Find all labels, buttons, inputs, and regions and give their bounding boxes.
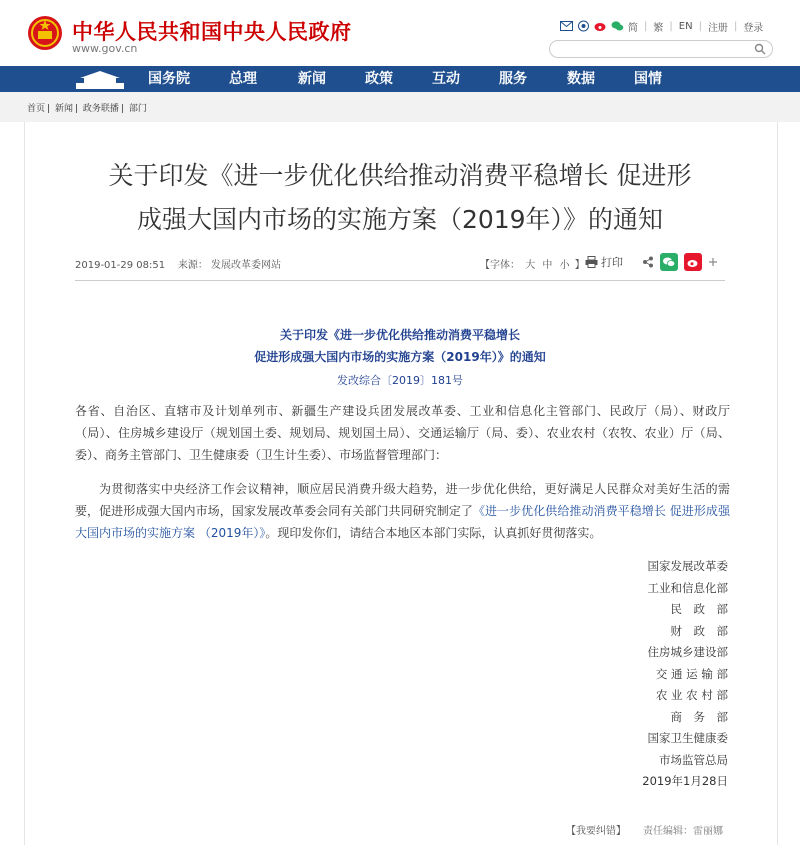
breadcrumb-separator: |	[47, 104, 51, 114]
report-error-link[interactable]: 【我要纠错】	[566, 826, 626, 837]
breadcrumb-separator: |	[120, 104, 124, 114]
nav-item-shuju[interactable]: 数据	[567, 71, 595, 87]
nav-item-hudong[interactable]: 互动	[432, 71, 460, 87]
font-size-control	[480, 256, 585, 271]
breadcrumb	[27, 101, 149, 114]
register-link[interactable]: 注册	[707, 22, 728, 34]
font-large-link[interactable]: 大	[525, 260, 536, 271]
separator: |	[644, 20, 648, 32]
body-paragraph	[75, 478, 730, 544]
separator: |	[698, 20, 702, 32]
tiananmen-icon[interactable]	[70, 68, 130, 90]
sign-date: 2019年1月28日	[642, 774, 728, 788]
signer: 农 业 农 村 部	[655, 688, 728, 702]
nav-item-guowuyuan[interactable]: 国务院	[148, 71, 190, 87]
weibo-share-icon[interactable]	[684, 253, 702, 271]
share-toolbar	[642, 253, 718, 271]
signer: 财 政 部	[670, 623, 728, 638]
page-title-line2: 成强大国内市场的实施方案（2019年）》的通知	[136, 205, 664, 234]
separator: |	[669, 20, 673, 32]
nav-item-guoqing[interactable]: 国情	[634, 71, 662, 87]
attachment-link[interactable]: 《进一步优化供给推动消费平稳增长 促进形成强大国内市场的实施方案 （2019年）》	[75, 504, 730, 540]
document-title-line2: 促进形成强大国内市场的实施方案（2019年）》的通知	[254, 350, 546, 364]
font-small-link[interactable]: 小	[559, 260, 570, 271]
lang-traditional-link[interactable]: 繁	[653, 22, 664, 34]
site-url[interactable]: www.gov.cn	[72, 42, 138, 55]
source-label: 来源：	[177, 260, 208, 271]
recipients-paragraph: 各省、自治区、直辖市及计划单列市、新疆生产建设兵团发展改革委、工业和信息化主管部门、民政厅（局）、财政厅（局）、住房城乡建设厅（规划国土委、规划局、规划国土局）、交通运输厅（局、委）、农业农村（农牧、农业）厅（局、委）、商务主管部门、卫生健康委（卫生计生委）、市场监督管理部门：	[75, 404, 730, 462]
nav-item-zhengce[interactable]: 政策	[365, 71, 393, 87]
font-medium-link[interactable]: 中	[542, 260, 553, 271]
signer: 民 政 部	[670, 602, 728, 616]
divider	[75, 280, 725, 281]
breadcrumb-department[interactable]: 部门	[128, 104, 147, 114]
font-size-label: 【字体：	[480, 260, 520, 271]
share-icon[interactable]	[642, 256, 654, 268]
login-link[interactable]: 登录	[743, 22, 764, 34]
wechat-icon[interactable]	[611, 20, 624, 32]
print-button[interactable]	[585, 254, 623, 270]
breadcrumb-separator: |	[74, 104, 78, 114]
signer: 商 务 部	[670, 709, 728, 724]
signer: 工业和信息化部	[647, 580, 728, 595]
separator: |	[733, 20, 738, 32]
breadcrumb-news[interactable]: 新闻	[54, 104, 73, 114]
font-size-close: 】	[574, 260, 585, 271]
breadcrumb-home[interactable]: 首页	[27, 104, 46, 114]
signers-list	[628, 556, 728, 771]
weibo-icon[interactable]	[594, 20, 607, 32]
print-label: 打印	[601, 256, 623, 269]
search-icon[interactable]	[754, 43, 766, 55]
body-text-before: 为贯彻落实中央经济工作会议精神，顺应居民消费升级大趋势，进一步优化供给，更好满足人民群众对美好生活的需要，促进形成强大国内市场，国家发展改革委会同有关部门共同研究制定了	[75, 482, 730, 518]
source-name: 发展改革委网站	[211, 260, 282, 271]
mail-icon[interactable]	[560, 20, 573, 32]
plus-icon[interactable]	[708, 257, 718, 267]
publish-date: 2019-01-29 08:51	[75, 260, 166, 271]
page-title-line1: 关于印发《进一步优化供给推动消费平稳增长 促进形	[108, 161, 692, 190]
site-title[interactable]: 中华人民共和国中央人民政府	[72, 20, 352, 44]
body-text-after: 。现印发你们，请结合本地区本部门实际，认真抓好贯彻落实。	[265, 526, 602, 540]
main-nav	[0, 66, 800, 92]
lang-english-link[interactable]: EN	[678, 20, 693, 32]
signer: 交 通 运 输 部	[655, 666, 728, 681]
document-title-line1: 关于印发《进一步优化供给推动消费平稳增长	[279, 328, 520, 342]
document-number: 发改综合〔2019〕181号	[337, 374, 463, 387]
signer: 国家发展改革委	[647, 559, 728, 573]
top-utility-bar	[560, 18, 763, 34]
wechat-share-icon[interactable]	[660, 253, 678, 271]
breadcrumb-affairs[interactable]: 政务联播	[82, 104, 119, 114]
national-emblem-logo[interactable]	[27, 14, 63, 52]
lang-simplified-link[interactable]: 简	[628, 22, 638, 34]
nav-item-fuwu[interactable]: 服务	[499, 71, 527, 87]
signer: 国家卫生健康委	[647, 731, 728, 745]
article-meta	[75, 256, 281, 271]
nav-item-xinwen[interactable]: 新闻	[298, 71, 326, 87]
top-header	[0, 0, 800, 66]
nav-item-zongli[interactable]: 总理	[229, 71, 257, 87]
search-input[interactable]	[549, 40, 773, 58]
page-title	[60, 154, 740, 242]
printer-icon	[585, 256, 598, 268]
signer: 住房城乡建设部	[647, 645, 728, 659]
signer: 市场监管总局	[659, 752, 728, 767]
responsible-editor: 责任编辑：雷丽娜	[643, 826, 723, 837]
phone-app-icon[interactable]	[577, 20, 590, 32]
